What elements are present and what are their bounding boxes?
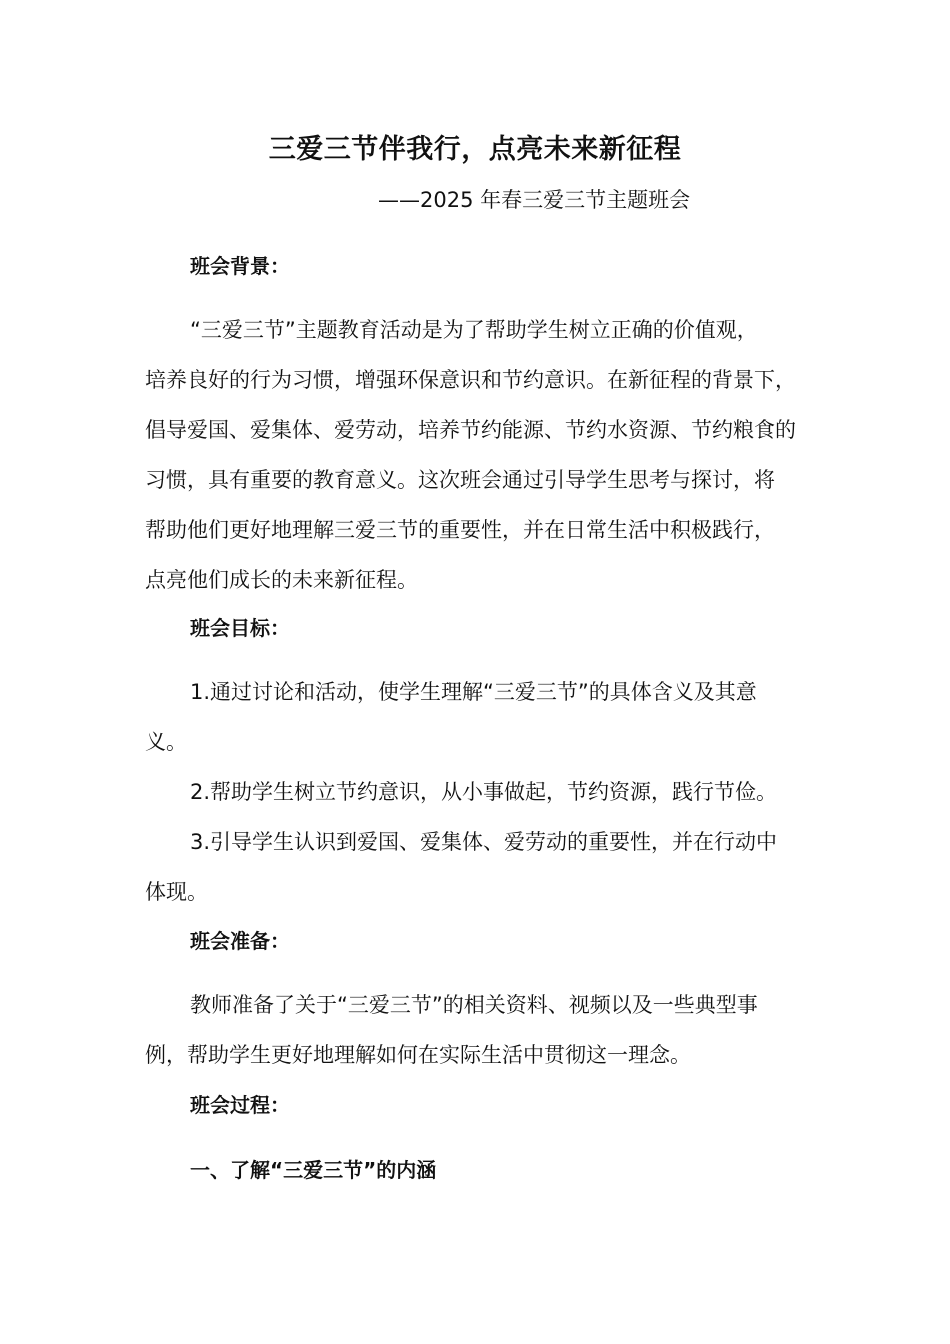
process-heading: 班会过程： — [190, 1093, 290, 1117]
prep-line: 教师准备了关于“三爱三节”的相关资料、视频以及一些典型事 — [190, 993, 758, 1017]
background-line: 倡导爱国、爱集体、爱劳动，培养节约能源、节约水资源、节约粮食的 — [145, 418, 796, 442]
goal-line: 2.帮助学生树立节约意识，从小事做起，节约资源，践行节俭。 — [190, 780, 778, 804]
page-subtitle: ——2025 年春三爱三节主题班会 — [378, 188, 691, 212]
goal-heading: 班会目标： — [190, 616, 290, 640]
goal-line: 义。 — [145, 730, 187, 754]
background-line: “三爱三节”主题教育活动是为了帮助学生树立正确的价值观， — [190, 318, 758, 342]
prep-heading: 班会准备： — [190, 929, 290, 953]
goal-item-3 — [145, 817, 825, 917]
prep-paragraph — [145, 980, 825, 1080]
page-title: 三爱三节伴我行，点亮未来新征程 — [268, 134, 682, 165]
goal-item-1 — [145, 667, 825, 767]
background-paragraph — [145, 305, 825, 605]
goal-item-2 — [145, 767, 825, 817]
background-line: 点亮他们成长的未来新征程。 — [145, 568, 418, 592]
goal-line: 3.引导学生认识到爱国、爱集体、爱劳动的重要性，并在行动中 — [190, 830, 778, 854]
background-line: 帮助他们更好地理解三爱三节的重要性，并在日常生活中积极践行， — [145, 518, 775, 542]
background-heading: 班会背景： — [190, 254, 290, 278]
background-line: 习惯，具有重要的教育意义。这次班会通过引导学生思考与探讨，将 — [145, 468, 775, 492]
part-one-heading: 一、了解“三爱三节”的内涵 — [190, 1158, 437, 1182]
prep-line: 例，帮助学生更好地理解如何在实际生活中贯彻这一理念。 — [145, 1043, 691, 1067]
background-line: 培养良好的行为习惯，增强环保意识和节约意识。在新征程的背景下， — [145, 368, 796, 392]
goal-line: 体现。 — [145, 880, 208, 904]
goal-line: 1.通过讨论和活动，使学生理解“三爱三节”的具体含义及其意 — [190, 680, 757, 704]
